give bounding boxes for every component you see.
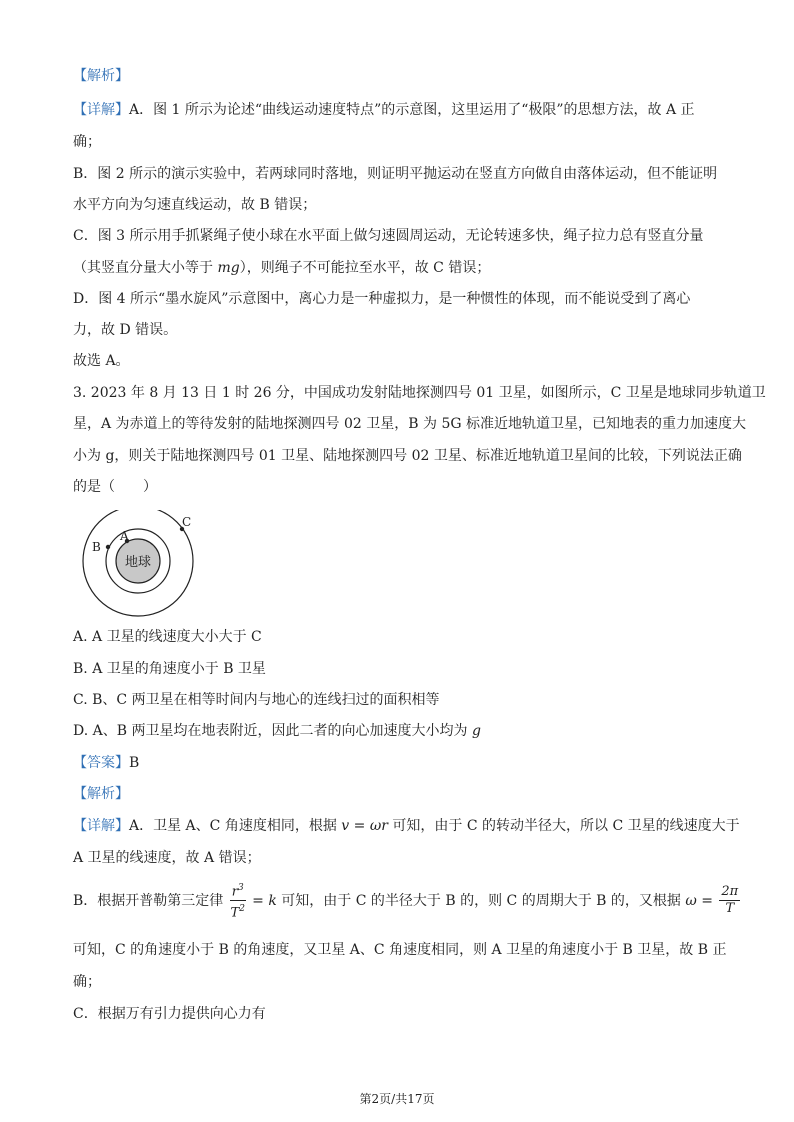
kepler-num: r	[231, 884, 238, 900]
kepler-rhs: = k	[247, 892, 277, 909]
detail2-A-line2: A 卫星的线速度，故 A 错误；	[73, 850, 261, 866]
detail-C-text-b: ），则绳子不可能拉至水平，故 C 错误；	[239, 260, 491, 276]
answer-tag: 【答案】	[73, 755, 129, 771]
answer-line	[73, 753, 139, 773]
analysis-tag-2: 【解析】	[73, 786, 129, 802]
detail-A-line2: 确；	[73, 134, 101, 150]
orbit-diagram	[70, 510, 210, 625]
g-symbol: g	[471, 723, 481, 739]
question-line2: 星，A 为赤道上的等待发射的陆地探测四号 02 卫星，B 为 5G 标准近地轨道卫星，已知地表的重力加速度大	[73, 416, 747, 432]
page-footer: 第2页/共17页	[359, 1092, 435, 1106]
answer-value: B	[129, 755, 140, 771]
detail2-B-line1	[73, 880, 742, 922]
earth-label: 地球	[124, 555, 152, 570]
detail-tag-2: 【详解】	[73, 818, 129, 834]
omega-lhs: ω =	[685, 892, 718, 909]
kepler-den-exp: 2	[239, 904, 245, 915]
detail2-B-line2: 可知，C 的角速度小于 B 的角速度，又卫星 A、C 角速度相同，则 A 卫星的角速度小于 B 卫星，故 B 正	[73, 942, 727, 958]
detail-A-text: A．图 1 所示为论述“曲线运动速度特点”的示意图，这里运用了“极限”的思想方法，故 A 正	[129, 102, 695, 118]
question-line1: 3. 2023 年 8 月 13 日 1 时 26 分，中国成功发射陆地探测四号 01 卫星，如图所示，C 卫星是地球同步轨道卫	[73, 385, 766, 401]
kepler-den: T	[230, 905, 240, 921]
detail-B-line2: 水平方向为匀速直线运动，故 B 错误；	[73, 197, 317, 213]
kepler-num-exp: 3	[237, 883, 244, 893]
analysis-tag-1: 【解析】	[73, 68, 129, 84]
omega-den: T	[725, 901, 735, 917]
question-line3: 小为 g，则关于陆地探测四号 01 卫星、陆地探测四号 02 卫星、标准近地轨道卫星间的比较，下列说法正确	[73, 448, 742, 464]
option-B: B. A 卫星的角速度小于 B 卫星	[73, 661, 266, 677]
detail2-B-text-a: B．根据开普勒第三定律	[73, 892, 224, 909]
detail-D-line2: 力，故 D 错误。	[73, 322, 178, 338]
detail-D-line1: D．图 4 所示“墨水旋风”示意图中，离心力是一种虚拟力，是一种惯性的体现，而不能说受到了离心	[73, 291, 691, 307]
omega-fraction	[719, 884, 740, 917]
detail2-C-line1: C．根据万有引力提供向心力有	[73, 1006, 266, 1022]
detail-A-line1	[73, 100, 695, 120]
detail2-B-line3: 确；	[73, 974, 101, 990]
detail2-A-text-a: A．卫星 A、C 角速度相同，根据	[129, 818, 342, 834]
v-omega-r-formula: v = ωr	[341, 818, 388, 834]
detail-C-text-a: （其竖直分量大小等于	[73, 260, 218, 276]
mg-symbol: mg	[217, 260, 240, 276]
option-D	[73, 721, 481, 741]
satellite-A-label: A	[120, 529, 129, 543]
detail-C-line1: C．图 3 所示用手抓紧绳子使小球在水平面上做匀速圆周运动，无论转速多快，绳子拉力总有竖直分量	[73, 228, 704, 244]
detail-tag-1: 【详解】	[73, 102, 129, 118]
detail2-A-text-b: 可知，由于 C 的转动半径大，所以 C 卫星的线速度大于	[387, 818, 740, 834]
detail-B-line1: B．图 2 所示的演示实验中，若两球同时落地，则证明平抛运动在竖直方向做自由落体运动，但不能证明	[73, 166, 718, 182]
satellite-C-label: C	[182, 515, 192, 529]
choice-line: 故选 A。	[73, 353, 130, 369]
satellite-B-dot	[106, 545, 110, 549]
question-line4: 的是（ ）	[73, 479, 157, 495]
omega-num: 2π	[721, 884, 739, 900]
detail-C-line2	[73, 258, 490, 278]
option-D-text: D. A、B 两卫星均在地表附近，因此二者的向心加速度大小均为	[73, 723, 472, 739]
option-A: A. A 卫星的线速度大小大于 C	[73, 629, 262, 645]
kepler-fraction	[230, 880, 246, 922]
detail2-A-line1	[73, 816, 740, 836]
detail2-B-text-b: 可知，由于 C 的半径大于 B 的，则 C 的周期大于 B 的，又根据	[281, 892, 681, 909]
option-C: C. B、C 两卫星在相等时间内与地心的连线扫过的面积相等	[73, 692, 440, 708]
satellite-B-label: B	[92, 540, 101, 554]
